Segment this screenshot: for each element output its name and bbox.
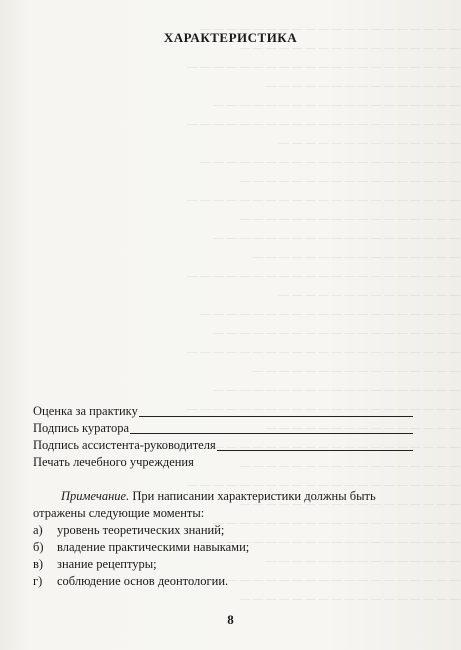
list-item-text: соблюдение основ деонтологии. [57,574,229,588]
note-label: Примечание. [61,489,130,503]
bleed-through-text: — — — — — — — — — — — — — — — — — — — — — — — — — — — — — — — — — — — — — — — — — — — — — — — — — — — — — — — — — — — — — — — — — — — — — — — — — — — — — — — — — — — — — — — — — — — — — — — — — — — — — — — — — — — — — — — — — — — — — — — — — — — — — — — — — — — — — — — — — — — — — — — — — — — — — — — — — — — — — — — — — — — — — — — — — — — — — — — — — — — — — — — — — — — — — — — — — — — — — — — — — — — — — — — — — — — — — — — — — — — — — — — — — — — — — — — — — — — — — — — — — — — — — — — — — — — — — — — — — — — — — — — — — — — — — — — — — — — — — — — — — — — — — — — — — — — — — — — — — — — — — — — — — — — — — — — — — — — — — — — — — — — — — — — — — — — — — — — — — — — — — — — — — — — — — — — — — — — — — — — — — — — — — — — — — — — — — — — — — — — — — — — — — — — — — — — — — — — — — — — — — — — — — — — — — — — — — — — — — — — — — — — — — — — — — — — — — — — — — — — — — — — — — — — — — — — — — — — — — — — — — — — — — — — — — — — — — — — — — — — — — — — — — — — — — — — — — — — — — — — — — — — — — — — — — — — — — — — — — — — — — — — — — — — — — — — — — — — — — — — — — — — — — — — — — — — — — — — — — — — — — — — — — — — — — — [187,24,460,605]
signature-line-grade [33,403,413,420]
signature-blank [217,450,413,451]
page-title: ХАРАКТЕРИСТИКА [163,30,298,45]
list-item [33,556,425,573]
signature-block [33,403,413,471]
list-marker: г) [33,574,43,588]
signature-line-assistant [33,437,413,454]
signature-blank [139,416,413,417]
signature-blank [130,433,413,434]
page-number: 8 [227,612,234,627]
list-marker: в) [33,557,44,571]
list-item [33,539,425,556]
list-item-text: владение практическими навыками; [57,540,250,554]
list-item-text: знание рецептуры; [57,557,157,571]
list-marker: а) [33,523,43,537]
note-text: При написании характеристики должны быть отражены следующие моменты: [33,489,376,520]
note-section [33,488,425,590]
list-marker: б) [33,540,44,554]
list-item-text: уровень теоретических знаний; [57,523,225,537]
signature-label: Подпись ассистента-руководителя [33,438,216,452]
list-item [33,522,425,539]
signature-line-curator [33,420,413,437]
signature-label: Печать лечебного учреждения [33,455,194,469]
signature-label: Подпись куратора [33,421,129,435]
list-item [33,573,425,590]
signature-line-stamp [33,454,413,471]
signature-label: Оценка за практику [33,404,138,418]
note-paragraph [33,488,425,522]
note-list [33,522,425,590]
